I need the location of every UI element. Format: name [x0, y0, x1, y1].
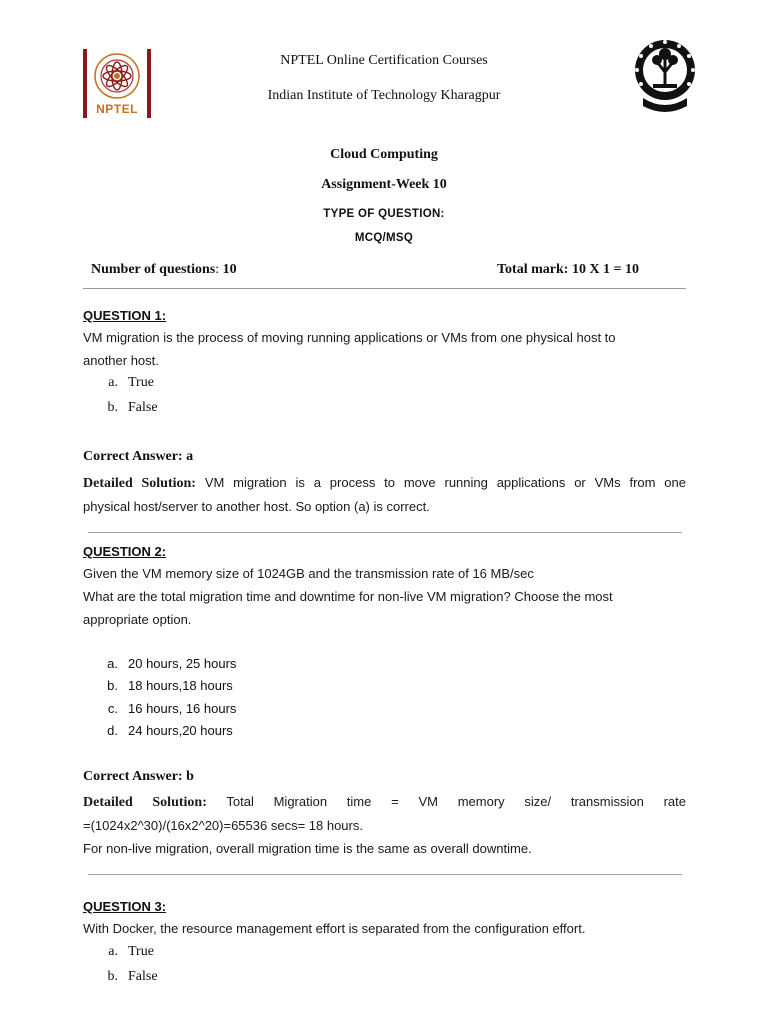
number-of-questions-value: 10	[222, 262, 237, 277]
question-1-text-line: VM migration is the process of moving running applications or VMs from one physical host to	[83, 330, 616, 345]
solution-label: Detailed Solution:	[83, 795, 207, 810]
question-1-solution	[83, 471, 686, 518]
question-2-option-a	[98, 656, 398, 676]
header-org-line: NPTEL Online Certification Courses	[280, 53, 488, 68]
option-text: 20 hours, 25 hours	[128, 656, 237, 671]
option-letter: b.	[107, 400, 118, 415]
number-of-questions	[91, 262, 237, 278]
question-type-label: TYPE OF QUESTION:	[323, 208, 445, 220]
question-3-option-a	[98, 944, 398, 964]
solution-text: physical host/server to another host. So option (a) is correct.	[83, 499, 430, 514]
nptel-logo-text: NPTEL	[96, 102, 138, 116]
question-1-divider	[88, 532, 682, 533]
option-letter: d.	[107, 723, 118, 738]
question-2-option-d	[98, 723, 398, 743]
solution-label: Detailed Solution:	[83, 476, 196, 491]
header-institute-line: Indian Institute of Technology Kharagpur	[267, 88, 501, 103]
solution-text: For non-live migration, overall migration time is the same as overall downtime.	[83, 841, 532, 856]
header-divider	[83, 288, 686, 289]
option-text: 24 hours,20 hours	[128, 723, 233, 738]
question-1-text-line: another host.	[83, 353, 159, 368]
option-text: True	[128, 375, 154, 390]
option-text: 16 hours, 16 hours	[128, 701, 237, 716]
option-text: 18 hours,18 hours	[128, 678, 233, 693]
total-mark-value: 10 X 1 = 10	[571, 262, 640, 277]
option-letter: b.	[107, 678, 118, 693]
question-3-text	[83, 917, 693, 940]
question-2-solution	[83, 790, 686, 860]
question-2-text	[83, 562, 693, 631]
question-2-text-line: What are the total migration time and downtime for non-live VM migration? Choose the most	[83, 589, 613, 604]
option-text: False	[128, 969, 158, 984]
option-letter: b.	[107, 969, 118, 984]
question-1-option-b	[98, 400, 398, 420]
option-text: False	[128, 400, 158, 415]
question-2-correct-answer: Correct Answer: b	[83, 769, 194, 784]
solution-text: Total Migration time = VM memory size/ transmission rate	[226, 794, 686, 809]
option-letter: c.	[107, 701, 118, 716]
solution-text: =(1024x2^30)/(16x2^20)=65536 secs= 18 hours.	[83, 818, 363, 833]
question-3-text-line: With Docker, the resource management effort is separated from the configuration effort.	[83, 921, 586, 936]
question-type-value: MCQ/MSQ	[354, 232, 414, 244]
question-3-heading: QUESTION 3:	[83, 899, 167, 914]
option-letter: a.	[107, 656, 118, 671]
option-letter: a.	[108, 375, 118, 390]
option-text: True	[128, 944, 154, 959]
question-2-text-line: appropriate option.	[83, 612, 192, 627]
question-2-option-b	[98, 678, 398, 698]
question-2-heading: QUESTION 2:	[83, 544, 167, 559]
solution-text: VM migration is a process to move running applications or VMs from one	[204, 475, 686, 490]
question-2-divider	[88, 874, 682, 875]
number-of-questions-sep: :	[215, 262, 220, 277]
question-2-text-line: Given the VM memory size of 1024GB and the transmission rate of 16 MB/sec	[83, 566, 534, 581]
question-3-option-b	[98, 969, 398, 989]
question-1-correct-answer: Correct Answer: a	[83, 449, 194, 464]
course-title: Cloud Computing	[330, 147, 438, 162]
total-mark	[497, 262, 639, 278]
assignment-title: Assignment-Week 10	[321, 177, 447, 192]
option-letter: a.	[108, 944, 118, 959]
question-1-heading: QUESTION 1:	[83, 308, 167, 323]
question-1-text	[83, 326, 693, 372]
question-2-option-c	[98, 701, 398, 721]
total-mark-label: Total mark:	[497, 262, 569, 277]
number-of-questions-label: Number of questions	[91, 262, 216, 277]
question-1-option-a	[98, 375, 398, 395]
